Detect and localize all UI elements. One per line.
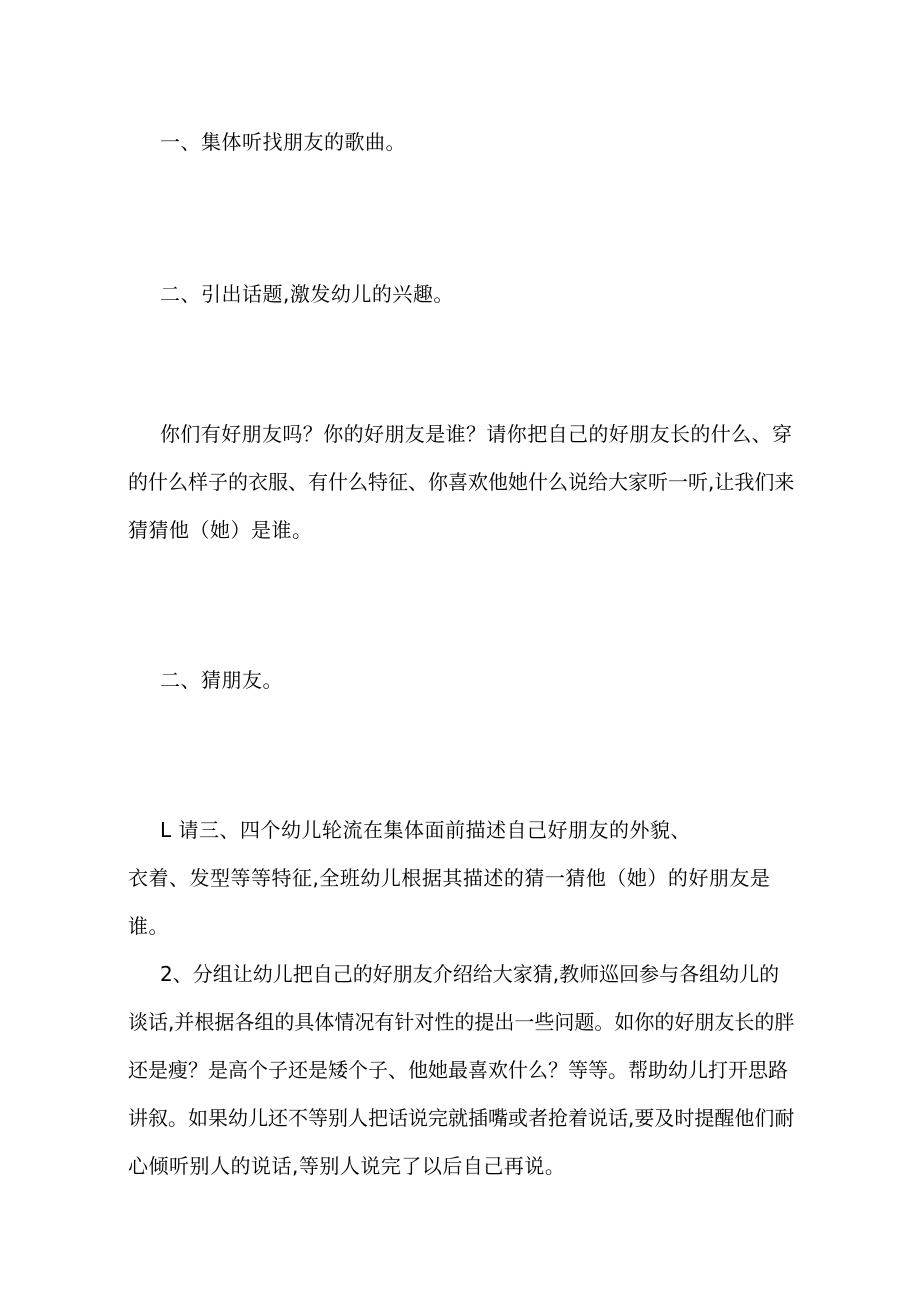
step-1-line: 衣着、发型等等特征,全班幼儿根据其描述的猜一猜他（她）的好朋友是 [128, 866, 771, 890]
step-2-line: 还是瘦？是高个子还是矮个子、他她最喜欢什么？等等。帮助幼儿打开思路 [128, 1058, 788, 1082]
step-2-line: 2、分组让幼儿把自己的好朋友介绍给大家猜,教师巡回参与各组幼儿的 [160, 962, 780, 986]
step-2-line: 讲叙。如果幼儿还不等别人把话说完就插嘴或者抢着说话,要及时提醒他们耐 [128, 1106, 795, 1130]
step-2-line: 谈话,并根据各组的具体情况有针对性的提出一些问题。如你的好朋友长的胖 [128, 1010, 795, 1034]
section-heading-1: 一、集体听找朋友的歌曲。 [160, 130, 406, 154]
section-heading-2: 二、引出话题,激发幼儿的兴趣。 [160, 282, 454, 306]
intro-paragraph-line: 的什么样子的衣服、有什么特征、你喜欢他她什么说给大家听一听,让我们来 [128, 470, 795, 494]
section-heading-3: 二、猜朋友。 [160, 668, 283, 692]
step-2-line: 心倾听别人的说话,等别人说完了以后自己再说。 [128, 1154, 566, 1178]
step-1-line: 谁。 [128, 914, 169, 938]
intro-paragraph-line: 你们有好朋友吗？你的好朋友是谁？请你把自己的好朋友长的什么、穿 [160, 422, 792, 446]
intro-paragraph-line: 猜猜他（她）是谁。 [128, 518, 313, 542]
step-1-line: L 请三、四个幼儿轮流在集体面前描述自己好朋友的外貌、 [160, 818, 691, 842]
